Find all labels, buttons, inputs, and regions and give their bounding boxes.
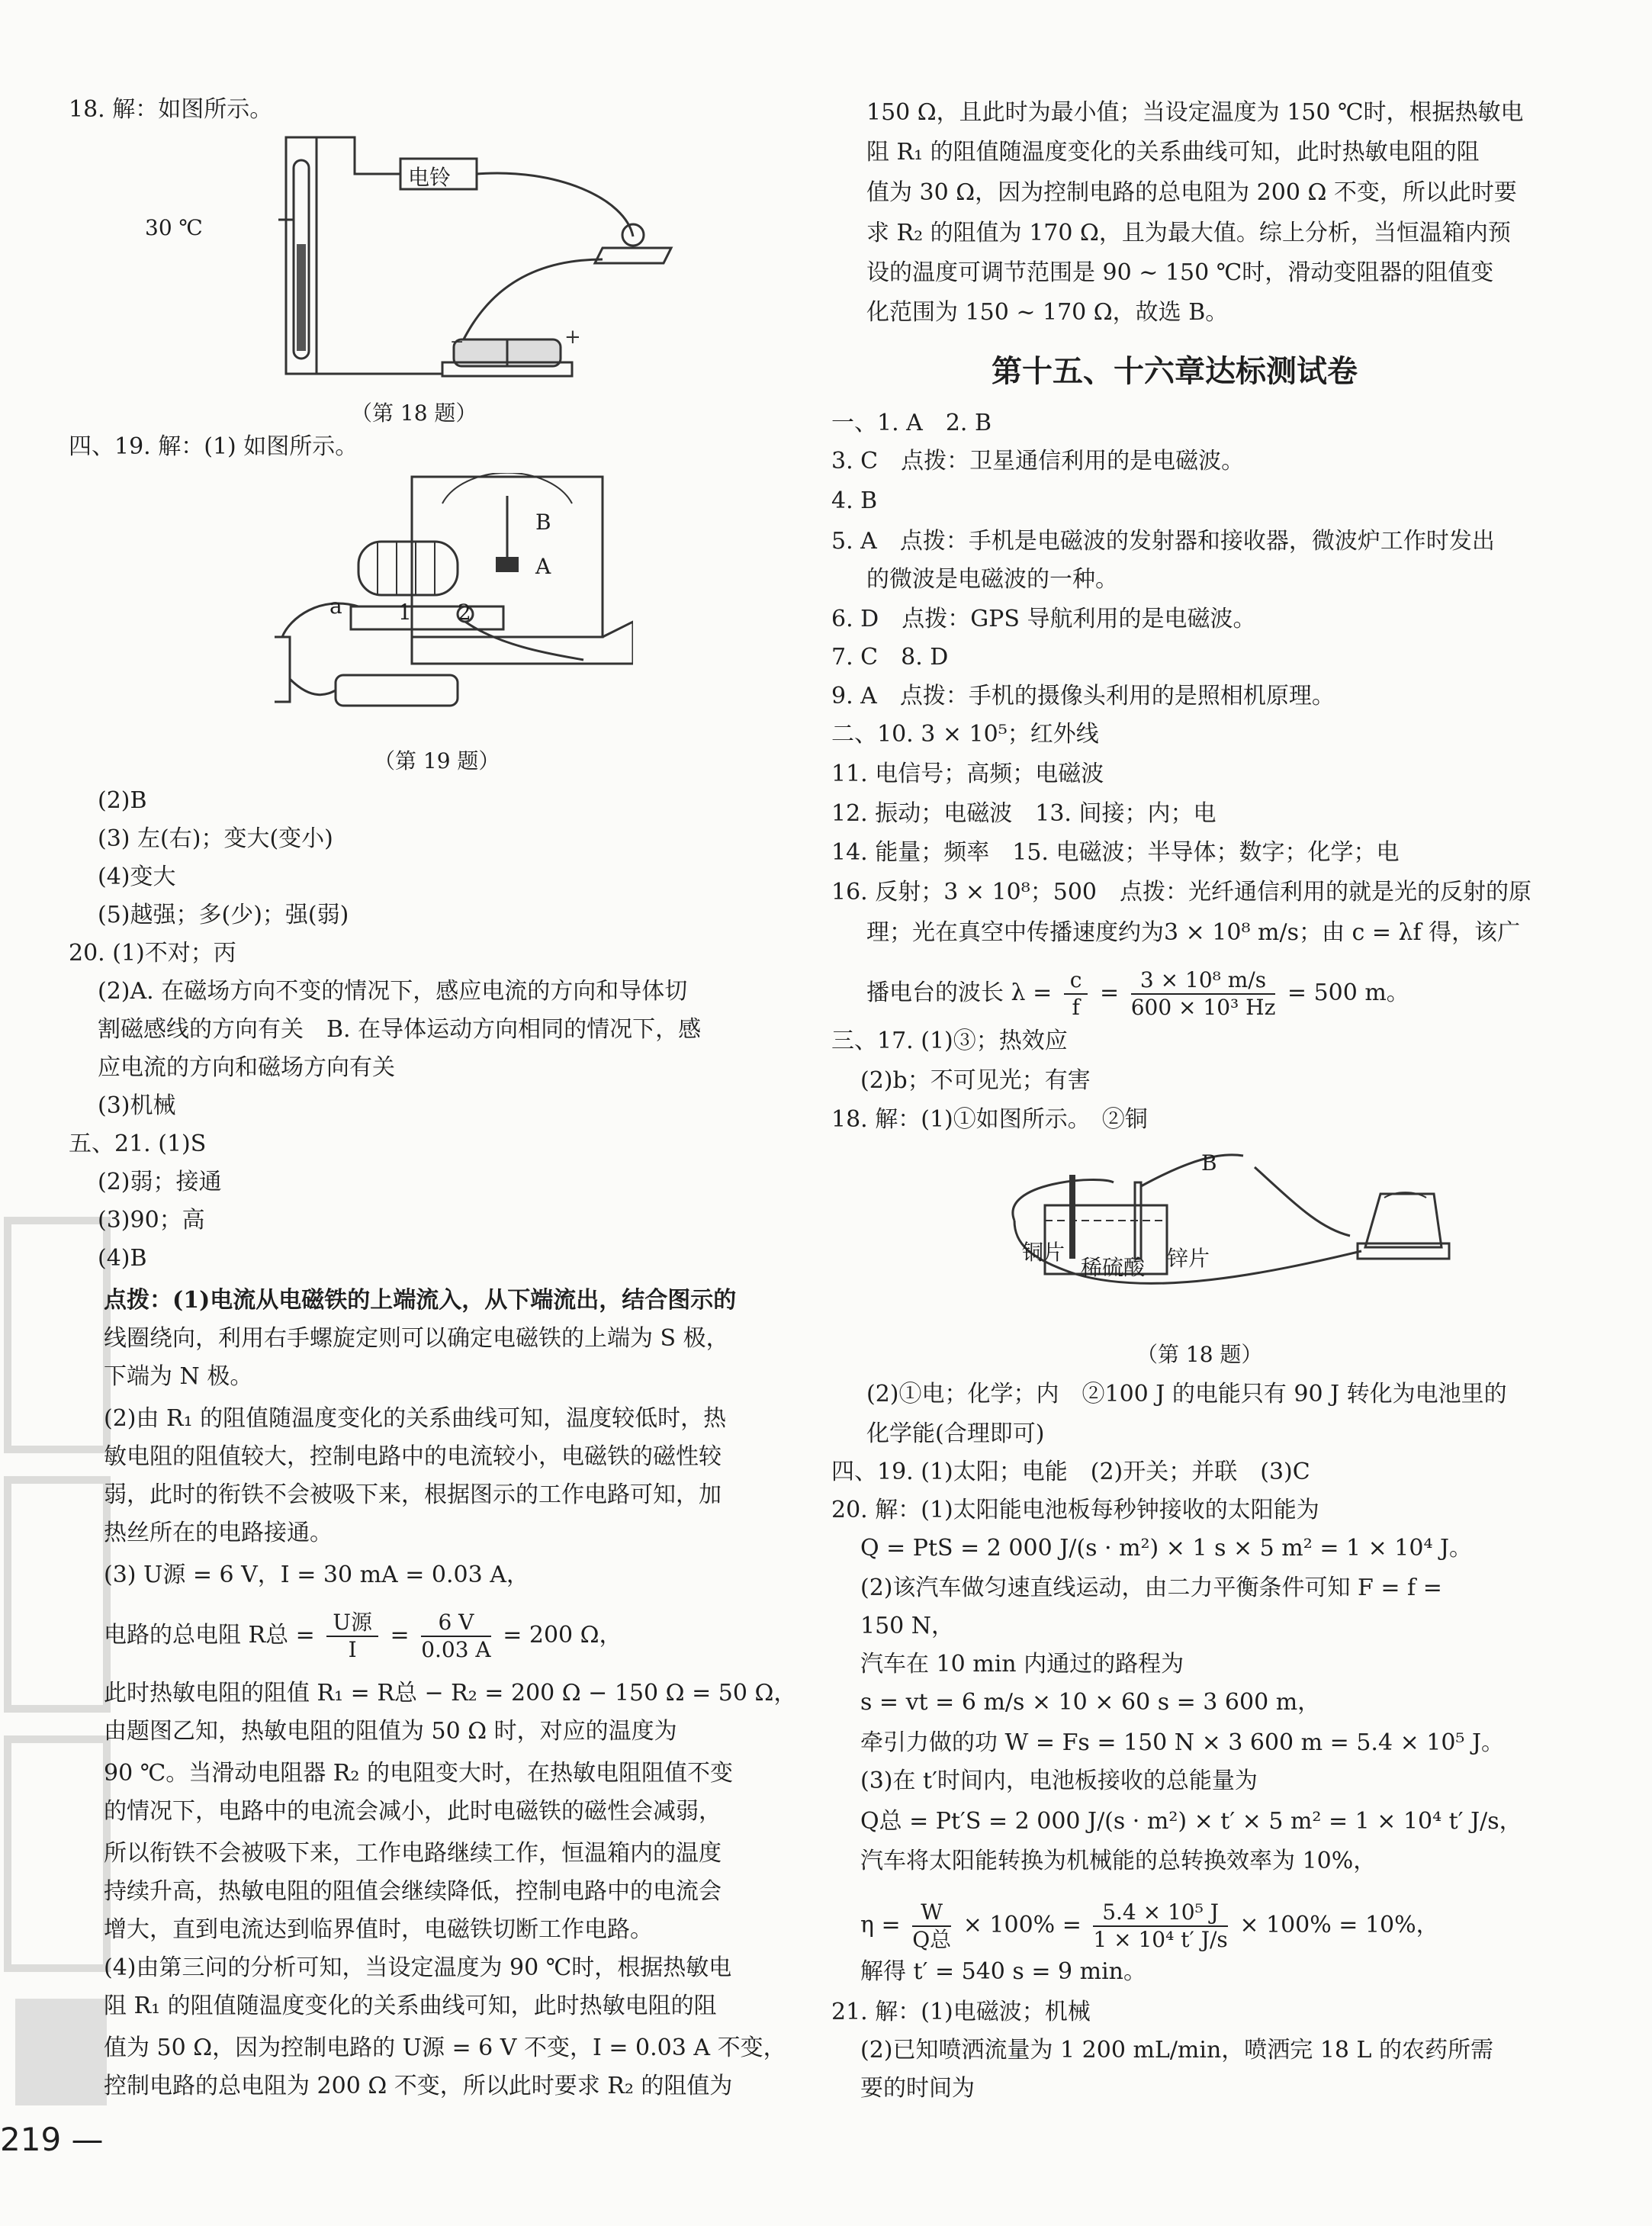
q21-hint-line4: (2)由 R₁ 的阻值随温度变化的关系曲线可知，温度较低时，热 (104, 1405, 727, 1432)
r-q21-line3: 要的时间为 (860, 2075, 975, 2102)
r-q20-line4: 150 N， (860, 1613, 955, 1639)
r-line6: 化范围为 150 ~ 170 Ω，故选 B。 (866, 299, 1229, 326)
r-q18-2-line1: (2)①电；化学；内 ②100 J 的电能只有 90 J 转化为电池里的 (866, 1381, 1507, 1407)
r-q18-2-line2: 化学能(合理即可) (866, 1420, 1045, 1447)
r-q20-line12: 解得 t′ = 540 s = 9 min。 (860, 1958, 1146, 1985)
page-number: 219 — (0, 2121, 104, 2158)
q20-part2-line3: 应电流的方向和磁场方向有关 (98, 1054, 395, 1081)
r-q20-line10: 汽车将太阳能转换为机械能的总转换效率为 10%， (860, 1848, 1377, 1874)
r-q20-line3: (2)该汽车做匀速直线运动，由二力平衡条件可知 F = f = (860, 1575, 1442, 1601)
r-q5-line2: 的微波是电磁波的一种。 (866, 566, 1118, 593)
r-q17-1: 三、17. (1)③；热效应 (831, 1028, 1068, 1054)
r-line1: 150 Ω，且此时为最小值；当设定温度为 150 ℃时，根据热敏电 (866, 99, 1524, 126)
thermometer-temp-label: 30 ℃ (145, 215, 203, 240)
q21-hint-line18: 阻 R₁ 的阻值随温度变化的关系曲线可知，此时热敏电阻的阻 (104, 1993, 717, 2019)
r-q6: 6. D 点拨：GPS 导航利用的是电磁波。 (831, 606, 1256, 632)
total-resistance-formula: 电路的总电阻 R总 = $\frac{\text{U源}}{I}$ = $\frac{6 V}{0.03 A}$ = 200 Ω， (104, 1610, 622, 1662)
r-q21-line2: (2)已知喷洒流量为 1 200 mL/min，喷洒完 18 L 的农药所需 (860, 2037, 1493, 2064)
q21-hint-line16: 增大，直到电流达到临界值时，电磁铁切断工作电路。 (104, 1916, 653, 1943)
r-q12-13: 12. 振动；电磁波 13. 间接；内；电 (831, 800, 1217, 827)
q20-part1: 20. (1)不对；丙 (69, 940, 236, 967)
r-line3: 值为 30 Ω，因为控制电路的总电阻为 200 Ω 不变，所以此时要 (866, 179, 1517, 206)
r-q14-15: 14. 能量；频率 15. 电磁波；半导体；数字；化学；电 (831, 839, 1400, 866)
q21-hint-line11: 由题图乙知，热敏电阻的阻值为 50 Ω 时，对应的温度为 (104, 1718, 677, 1745)
r-q17-2: (2)b；不可见光；有害 (860, 1067, 1091, 1094)
watermark-seal (0, 1205, 114, 2121)
q20-part2-line1: (2)A. 在磁场方向不变的情况下，感应电流的方向和导体切 (98, 978, 688, 1005)
q21-hint-line19: 值为 50 Ω，因为控制电路的 U源 = 6 V 不变，I = 0.03 A 不变， (104, 2035, 786, 2061)
battery-galvanometer-figure (999, 1152, 1457, 1289)
fig18-caption: （第 18 题） (351, 400, 477, 426)
svg-text:−: − (450, 333, 464, 352)
q20-part2-line2: 割磁感线的方向有关 B. 在导体运动方向相同的情况下，感 (98, 1016, 702, 1043)
r-q3: 3. C 点拨：卫星通信利用的是电磁波。 (831, 448, 1245, 474)
r-q20-line9: Q总 = Pt′S = 2 000 J/(s · m²) × t′ × 5 m² = 1 × 10⁴ t′ J/s， (860, 1808, 1522, 1835)
q21-hint-line5: 敏电阻的阻值较大，控制电路中的电流较小，电磁铁的磁性较 (104, 1443, 722, 1470)
q21-hint-line12: 90 ℃。当滑动电阻器 R₂ 的电阻变大时，在热敏电阻阻值不变 (104, 1760, 733, 1787)
section-heading: 第十五、十六章达标测试卷 (992, 354, 1358, 389)
fig19-caption: （第 19 题） (374, 748, 500, 774)
q21-part4: (4)B (98, 1245, 147, 1272)
point-label-b: B (1201, 1150, 1217, 1176)
q21-hint-line7: 热丝所在的电路接通。 (104, 1520, 333, 1546)
q21-hint-line1: 点拨：(1)电流从电磁铁的上端流入，从下端流出，结合图示的 (104, 1287, 737, 1314)
svg-text:+: + (564, 326, 581, 349)
q21-hint-line8: (3) U源 = 6 V，I = 30 mA = 0.03 A， (104, 1562, 529, 1588)
r-q10: 二、10. 3 × 10⁵；红外线 (831, 721, 1099, 748)
wire-label-a: a (329, 593, 342, 619)
q20-part3: (3)机械 (98, 1092, 176, 1119)
fig18b-caption: （第 18 题） (1136, 1342, 1263, 1367)
q21-hint-line10: 此时热敏电阻的阻值 R₁ = R总 − R₂ = 200 Ω − 150 Ω = 50 Ω， (104, 1680, 797, 1706)
r-q20-line2: Q = PtS = 2 000 J/(s · m²) × 1 s × 5 m² = 1 × 10⁴ J。 (860, 1535, 1473, 1562)
q21-part1: 五、21. (1)S (69, 1131, 207, 1157)
r-q11: 11. 电信号；高频；电磁波 (831, 761, 1104, 787)
q19-part4: (4)变大 (98, 864, 176, 890)
q21-hint-line15: 持续升高，热敏电阻的阻值会继续降低，控制电路中的电流会 (104, 1878, 722, 1905)
r-q4: 4. B (831, 487, 878, 514)
q21-hint-line13: 的情况下，电路中的电流会减小，此时电磁铁的磁性会减弱， (104, 1798, 722, 1825)
r-q21-line1: 21. 解：(1)电磁波；机械 (831, 1999, 1091, 2025)
r-q18-1: 18. 解：(1)①如图所示。 ②铜 (831, 1106, 1148, 1133)
r-q9: 9. A 点拨：手机的摄像头利用的是照相机原理。 (831, 683, 1335, 709)
q21-hint-line20: 控制电路的总电阻为 200 Ω 不变，所以此时要求 R₂ 的阻值为 (104, 2073, 733, 2099)
terminal-label-1: 1 (398, 600, 412, 625)
r-q20-line5: 汽车在 10 min 内通过的路程为 (860, 1651, 1184, 1678)
armature-label-a: A (535, 554, 551, 579)
q21-hint-line6: 弱，此时的衔铁不会被吸下来，根据图示的工作电路可知，加 (104, 1481, 722, 1508)
zinc-plate-label: 锌片 (1167, 1246, 1210, 1271)
q19-part5: (5)越强；多(少)；强(弱) (98, 902, 349, 928)
q21-part3: (3)90；高 (98, 1207, 205, 1234)
efficiency-formula: η = $\frac{W}{\text{Q总}}$ × 100% = $\frac{\text{5.4 × 10⁵ J}}{\text{1 × 10⁴ t′ J/s}}$ × 100% = 10%， (860, 1899, 1439, 1952)
pointer-label-b: B (535, 510, 551, 535)
r-q20-line7: 牵引力做的功 W = Fs = 150 N × 3 600 m = 5.4 × 10⁵ J。 (860, 1729, 1505, 1756)
q19-answer: 四、19. 解：(1) 如图所示。 (69, 433, 358, 460)
terminal-label-2: 2 (458, 600, 471, 625)
r-line2: 阻 R₁ 的阻值随温度变化的关系曲线可知，此时热敏电阻的阻 (866, 139, 1480, 166)
q21-hint-line2: 线圈绕向，利用右手螺旋定则可以确定电磁铁的上端为 S 极， (104, 1325, 729, 1352)
copper-plate-label: 铜片 (1022, 1240, 1065, 1265)
r-q16-line1: 16. 反射；3 × 10⁸；500 点拨：光纤通信利用的就是光的反射的原 (831, 879, 1532, 906)
q21-hint-line3: 下端为 N 极。 (104, 1363, 253, 1390)
r-q1-2: 一、1. A 2. B (831, 410, 992, 436)
q18-answer: 18. 解：如图所示。 (69, 96, 273, 123)
q19-part3: (3) 左(右)；变大(变小) (98, 825, 333, 852)
r-q20-line8: (3)在 t′时间内，电池板接收的总能量为 (860, 1768, 1258, 1794)
r-q20-line1: 20. 解：(1)太阳能电池板每秒钟接收的太阳能为 (831, 1497, 1319, 1523)
wavelength-formula: 播电台的波长 λ = $\frac{c}{f}$ = $\frac{\text{3 × 10⁸ m/s}}{\text{600 × 10³ Hz}}$ = 500 m。 (866, 967, 1409, 1020)
r-line5: 设的温度可调节范围是 90 ~ 150 ℃时，滑动变阻器的阻值变 (866, 259, 1494, 286)
electromagnet-circuit-figure (275, 473, 633, 725)
r-q19: 四、19. (1)太阳；电能 (2)开关；并联 (3)C (831, 1459, 1310, 1485)
r-q5-line1: 5. A 点拨：手机是电磁波的发射器和接收器，微波炉工作时发出 (831, 528, 1495, 555)
q21-hint-line17: (4)由第三问的分析可知，当设定温度为 90 ℃时，根据热敏电 (104, 1954, 732, 1981)
q19-part2: (2)B (98, 787, 147, 814)
r-line4: 求 R₂ 的阻值为 170 Ω，且为最大值。综上分析，当恒温箱内预 (866, 220, 1511, 246)
electric-bell-label: 电铃 (408, 165, 452, 190)
q21-hint-line14: 所以衔铁不会被吸下来，工作电路继续工作，恒温箱内的温度 (104, 1840, 722, 1867)
q21-part2: (2)弱；接通 (98, 1169, 222, 1195)
r-q7-8: 7. C 8. D (831, 644, 949, 671)
r-q20-line6: s = vt = 6 m/s × 10 × 60 s = 3 600 m， (860, 1689, 1321, 1716)
r-q16-line2: 理；光在真空中传播速度约为3 × 10⁸ m/s；由 c = λf 得，该广 (866, 919, 1521, 946)
dilute-acid-label: 稀硫酸 (1081, 1255, 1146, 1280)
